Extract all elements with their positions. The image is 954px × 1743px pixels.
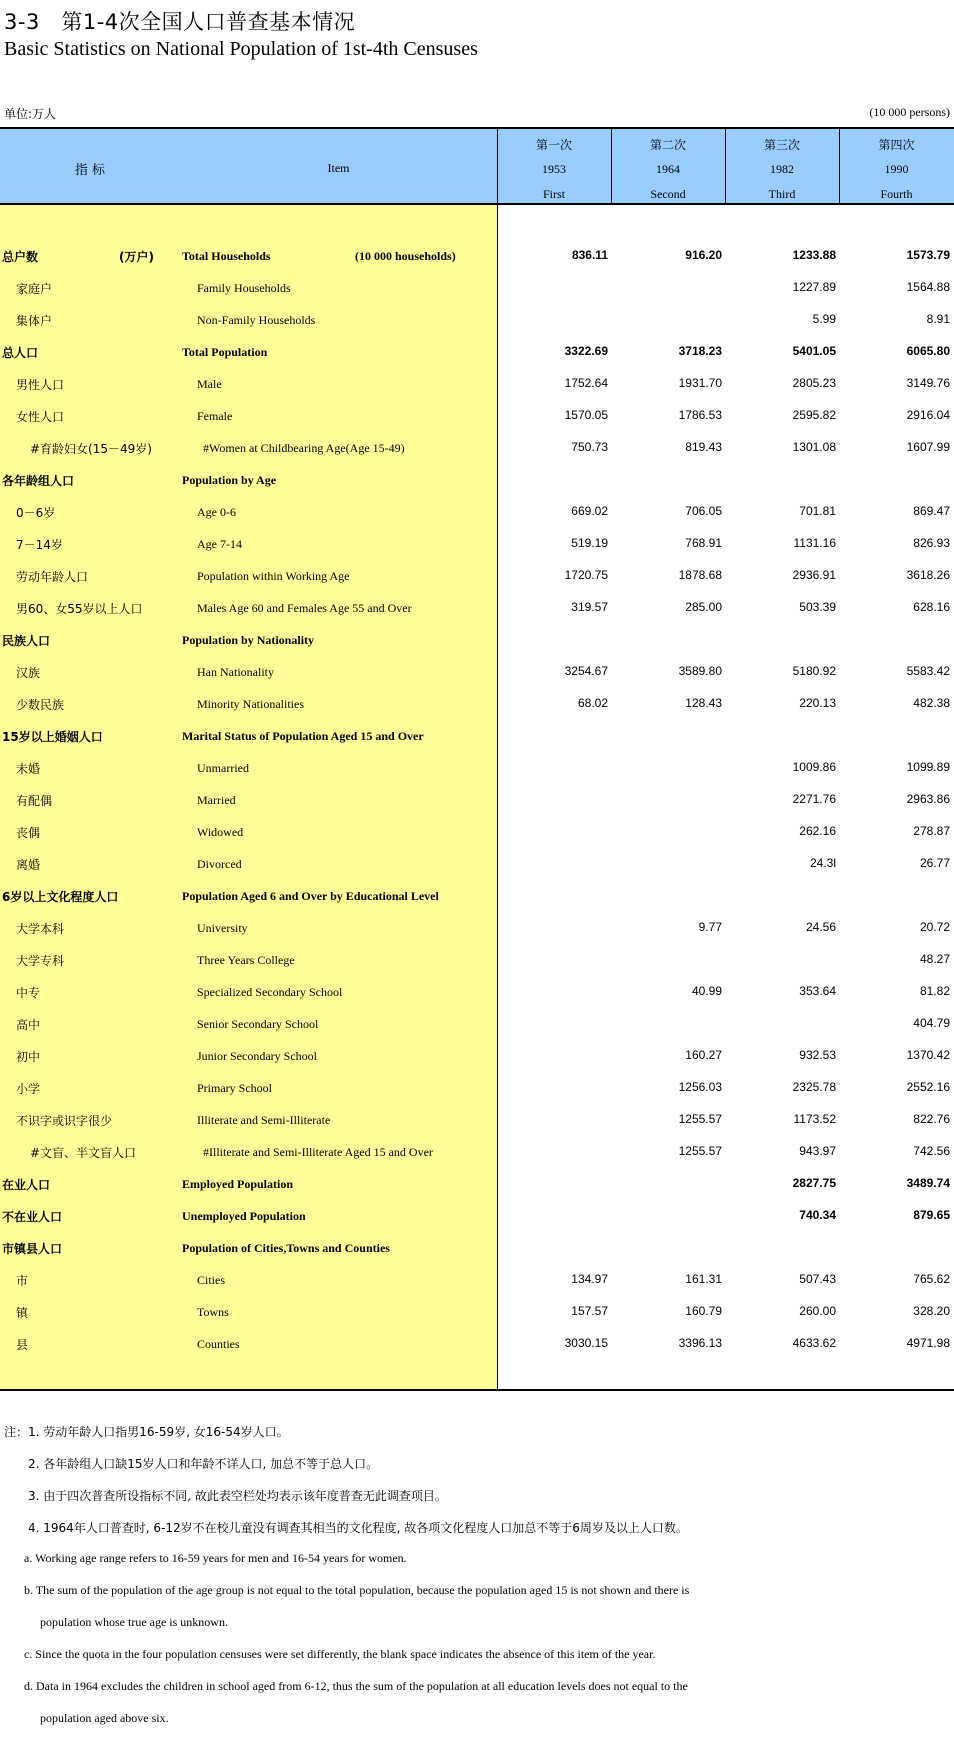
row-value-third: 2805.23 [792, 376, 836, 390]
table-row [0, 367, 954, 399]
row-value-fourth: 2552.16 [906, 1080, 950, 1094]
row-label-cn: 少数民族 [16, 698, 65, 712]
table-row [0, 751, 954, 783]
row-value-third: 2936.91 [792, 568, 836, 582]
row-label-en: Married [197, 793, 236, 807]
row-label-en: Total Population [182, 345, 268, 359]
row-value-fourth: 3149.76 [906, 376, 950, 390]
row-value-first: 157.57 [571, 1304, 608, 1318]
row-value-third: 1301.08 [792, 440, 836, 454]
divider-line [839, 127, 840, 205]
row-label-en: Cities [197, 1273, 226, 1287]
row-value-third: 220.13 [799, 696, 836, 710]
row-label-en: #Women at Childbearing Age(Age 15-49) [203, 441, 405, 455]
row-value-third: 260.00 [799, 1304, 836, 1318]
table-row [0, 559, 954, 591]
row-label-en: Non-Family Households [197, 313, 316, 327]
notes-prefix: 注： [4, 1425, 29, 1439]
row-label-en: Minority Nationalities [197, 697, 304, 711]
row-value-fourth: 6065.80 [906, 344, 950, 358]
row-value-third: 2595.82 [792, 408, 836, 422]
page-title-cn [4, 6, 355, 36]
row-value-second: 1878.68 [678, 568, 722, 582]
page-title-en: Basic Statistics on National Population of 1st-4th Censuses [4, 38, 478, 60]
row-value-second: 3396.13 [678, 1336, 722, 1350]
note-cn: 2. 各年龄组人口缺15岁人口和年龄不详人口, 加总不等于总人口。 [28, 1457, 379, 1471]
row-label-en: Han Nationality [197, 665, 274, 679]
table-row [0, 655, 954, 687]
row-value-second: 160.27 [685, 1048, 722, 1062]
row-value-third: 1173.52 [793, 1112, 836, 1126]
row-value-fourth: 765.62 [913, 1272, 950, 1286]
table-row [0, 303, 954, 335]
row-label-cn: 市 [16, 1274, 29, 1288]
row-label-cn: 各年龄组人口 [2, 474, 75, 488]
header-col-en: Third [768, 187, 796, 201]
header-col-cn: 第三次 [763, 138, 800, 152]
row-value-third: 2271.76 [792, 792, 836, 806]
table-row [0, 399, 954, 431]
row-label-cn: 初中 [16, 1050, 41, 1064]
row-label-en: #Illiterate and Semi-Illiterate Aged 15 and Over [203, 1145, 433, 1159]
row-label-en: Female [197, 409, 233, 423]
row-label-cn: 丧偶 [16, 826, 41, 840]
row-value-fourth: 2916.04 [906, 408, 950, 422]
row-value-first: 1570.05 [564, 408, 608, 422]
row-value-fourth: 1099.89 [906, 760, 950, 774]
divider-line [611, 127, 612, 205]
table-row [0, 431, 954, 463]
header-col-first [497, 129, 611, 205]
header-col-year: 1990 [884, 162, 909, 176]
row-value-fourth: 869.47 [913, 504, 950, 518]
row-value-second: 1255.57 [678, 1112, 722, 1126]
row-value-fourth: 822.76 [913, 1112, 950, 1126]
row-label-cn: 总人口 [2, 346, 39, 360]
row-value-first: 519.19 [571, 536, 608, 550]
table-row [0, 975, 954, 1007]
row-value-fourth: 742.56 [913, 1144, 950, 1158]
header-col-en: Fourth [880, 187, 913, 201]
header-col-en: Second [650, 187, 686, 201]
row-label-en: Senior Secondary School [197, 1017, 319, 1031]
row-value-fourth: 3489.74 [906, 1176, 950, 1190]
table-row [0, 719, 954, 751]
note-en: d. Data in 1964 excludes the children in school aged from 6-12, thus the sum of the population at all education levels does not equal to the [24, 1679, 688, 1693]
row-value-first: 3030.15 [564, 1336, 608, 1350]
row-value-third: 1233.88 [792, 248, 836, 262]
row-label-en: University [197, 921, 248, 935]
row-value-fourth: 826.93 [913, 536, 950, 550]
row-value-third: 1227.89 [792, 280, 836, 294]
table-body [0, 239, 954, 1359]
row-label-cn: 男60、女55岁以上人口 [16, 602, 143, 616]
note-en: population aged above six. [40, 1711, 169, 1725]
row-value-first: 1752.64 [564, 376, 608, 390]
row-value-second: 1931.70 [678, 376, 722, 390]
row-value-third: 740.34 [799, 1208, 836, 1222]
row-value-second: 9.77 [698, 920, 722, 934]
row-label-cn: 0－6岁 [16, 506, 56, 520]
row-value-fourth: 2963.86 [906, 792, 950, 806]
note-en: c. Since the quota in the four population censuses were set differently, the blank space indicates the absence of this item of the year. [24, 1647, 656, 1661]
row-label-cn: #育龄妇女(15－49岁) [30, 442, 152, 456]
row-label-cn: 7－14岁 [16, 538, 63, 552]
table-row [0, 847, 954, 879]
row-label-en: Family Households [197, 281, 291, 295]
row-value-third: 24.3l [809, 856, 836, 870]
row-value-third: 2827.75 [792, 1176, 836, 1190]
row-label-en: Males Age 60 and Females Age 55 and Over [197, 601, 412, 615]
row-label-cn: 中专 [16, 986, 41, 1000]
row-value-fourth: 3618.26 [906, 568, 950, 582]
row-label-en: Population within Working Age [197, 569, 350, 583]
header-col-year: 1953 [542, 162, 566, 176]
row-value-fourth: 26.77 [919, 856, 950, 870]
row-label-cn: 家庭户 [16, 282, 53, 296]
row-label-en: Divorced [197, 857, 242, 871]
unit-label-en: (10 000 persons) [869, 105, 950, 119]
row-value-second: 160.79 [685, 1304, 722, 1318]
row-value-second: 128.43 [685, 696, 722, 710]
header-col-cn: 第四次 [878, 138, 915, 152]
row-label-en: Three Years College [197, 953, 295, 967]
row-label-en: Male [197, 377, 222, 391]
row-label-cn: 有配偶 [16, 794, 53, 808]
row-value-third: 1009.86 [792, 760, 836, 774]
row-value-fourth: 278.87 [913, 824, 950, 838]
row-value-fourth: 4971.98 [906, 1336, 950, 1350]
row-label-cn: 大学专科 [16, 954, 65, 968]
table-row [0, 623, 954, 655]
row-label-cn: 总户数 [2, 250, 39, 264]
row-value-fourth: 1564.88 [906, 280, 950, 294]
row-value-first: 750.73 [571, 440, 608, 454]
row-value-fourth: 1607.99 [906, 440, 950, 454]
row-label-en: Marital Status of Population Aged 15 and Over [182, 729, 424, 743]
table-row [0, 335, 954, 367]
table-row [0, 1039, 954, 1071]
table-row [0, 1071, 954, 1103]
row-label-cn: 男性人口 [16, 378, 65, 392]
row-value-second: 40.99 [691, 984, 722, 998]
divider-line [725, 127, 726, 205]
table-row [0, 1167, 954, 1199]
row-value-third: 24.56 [805, 920, 836, 934]
row-label-en: Widowed [197, 825, 244, 839]
row-label-en: Junior Secondary School [197, 1049, 317, 1063]
table-row [0, 815, 954, 847]
row-value-second: 1786.53 [678, 408, 722, 422]
row-label-en: Population of Cities,Towns and Counties [182, 1241, 390, 1255]
row-value-fourth: 5583.42 [906, 664, 950, 678]
row-value-third: 5180.92 [792, 664, 836, 678]
row-label-en: Population by Age [182, 473, 277, 487]
header-col-second [611, 129, 725, 205]
row-label-en: Specialized Secondary School [197, 985, 343, 999]
row-value-third: 503.39 [799, 600, 836, 614]
row-label-en: Counties [197, 1337, 240, 1351]
table-row [0, 1135, 954, 1167]
table-row [0, 911, 954, 943]
table-bottom-rule [0, 1389, 954, 1391]
row-label-cn: 不识字或识字很少 [16, 1114, 113, 1128]
row-label-cn: 劳动年龄人口 [16, 570, 89, 584]
table-header [0, 127, 954, 205]
unit-label-cn: 单位:万人 [4, 107, 57, 121]
table-row [0, 1199, 954, 1231]
row-label-cn: 离婚 [16, 858, 41, 872]
row-value-second: 706.05 [685, 504, 722, 518]
row-value-fourth: 879.65 [913, 1208, 950, 1222]
row-label-cn: 在业人口 [2, 1178, 51, 1192]
row-value-third: 5.99 [812, 312, 836, 326]
table-row [0, 495, 954, 527]
row-label-en: Age 0-6 [197, 505, 236, 519]
row-value-fourth: 48.27 [919, 952, 950, 966]
row-unit-cn: (万户) [119, 250, 154, 264]
row-value-first: 134.97 [571, 1272, 608, 1286]
row-label-cn: 小学 [16, 1082, 41, 1096]
note-en: a. Working age range refers to 16-59 years for men and 16-54 years for women. [24, 1551, 407, 1565]
row-label-cn: 女性人口 [16, 410, 65, 424]
row-label-cn: 6岁以上文化程度人口 [2, 890, 119, 904]
table-row [0, 239, 954, 271]
header-indicator-cn: 指 标 [74, 163, 106, 178]
row-value-fourth: 81.82 [919, 984, 950, 998]
row-value-third: 5401.05 [792, 344, 836, 358]
row-label-cn: 民族人口 [2, 634, 51, 648]
table-row [0, 1327, 954, 1359]
row-value-second: 1255.57 [678, 1144, 722, 1158]
table-row [0, 463, 954, 495]
row-value-first: 836.11 [571, 248, 608, 262]
row-label-cn: #文盲、半文盲人口 [30, 1146, 137, 1160]
row-label-cn: 不在业人口 [2, 1210, 63, 1224]
row-value-first: 1720.75 [564, 568, 608, 582]
row-value-third: 4633.62 [792, 1336, 836, 1350]
row-value-third: 932.53 [799, 1048, 836, 1062]
row-value-third: 353.64 [799, 984, 836, 998]
header-col-year: 1964 [656, 162, 680, 176]
row-value-fourth: 404.79 [913, 1016, 950, 1030]
row-value-first: 3254.67 [564, 664, 608, 678]
note-en: b. The sum of the population of the age group is not equal to the total population, because the population aged 15 is not shown and there is [24, 1583, 690, 1597]
row-value-third: 2325.78 [792, 1080, 836, 1094]
row-label-cn: 镇 [16, 1306, 29, 1320]
row-value-fourth: 628.16 [913, 600, 950, 614]
row-value-second: 3589.80 [678, 664, 722, 678]
table-row [0, 687, 954, 719]
row-value-fourth: 482.38 [913, 696, 950, 710]
table-row [0, 1231, 954, 1263]
row-label-en: Employed Population [182, 1177, 294, 1191]
note-cn: 3. 由于四次普查所设指标不同, 故此表空栏处均表示该年度普查无此调查项目。 [28, 1489, 447, 1503]
row-value-second: 819.43 [685, 440, 722, 454]
row-value-second: 916.20 [685, 248, 722, 262]
row-value-third: 943.97 [799, 1144, 836, 1158]
row-value-second: 768.91 [685, 536, 722, 550]
row-value-first: 319.57 [571, 600, 608, 614]
row-label-cn: 集体户 [16, 314, 53, 328]
table-row [0, 943, 954, 975]
row-label-en: Total Households [182, 249, 271, 263]
row-value-fourth: 328.20 [913, 1304, 950, 1318]
row-value-fourth: 20.72 [919, 920, 950, 934]
row-label-en: Towns [197, 1305, 229, 1319]
note-cn: 1. 劳动年龄人口指男16-59岁, 女16-54岁人口。 [28, 1425, 289, 1439]
table-row [0, 527, 954, 559]
row-label-cn: 15岁以上婚姻人口 [2, 730, 103, 744]
row-label-cn: 大学本科 [16, 922, 65, 936]
row-value-second: 3718.23 [678, 344, 722, 358]
row-label-cn: 未婚 [16, 762, 41, 776]
row-value-second: 161.31 [685, 1272, 722, 1286]
table-row [0, 783, 954, 815]
table-number: 3-3 [4, 10, 40, 34]
row-label-cn: 汉族 [16, 666, 41, 680]
table-row [0, 1295, 954, 1327]
row-label-en: Unmarried [197, 761, 249, 775]
row-unit-en: (10 000 households) [355, 249, 456, 263]
header-col-third [725, 129, 839, 205]
header-col-fourth [839, 129, 954, 205]
header-col-en: First [542, 187, 565, 201]
row-value-third: 262.16 [799, 824, 836, 838]
header-col-year: 1982 [770, 162, 794, 176]
row-value-fourth: 8.91 [926, 312, 950, 326]
row-value-first: 3322.69 [564, 344, 608, 358]
row-value-third: 701.81 [799, 504, 836, 518]
note-cn: 4. 1964年人口普查时, 6-12岁不在校儿童没有调查其相当的文化程度, 故各项文化程度人口加总不等于6周岁及以上人口数。 [28, 1521, 688, 1535]
row-label-en: Age 7-14 [197, 537, 242, 551]
row-label-cn: 高中 [16, 1018, 41, 1032]
row-label-cn: 县 [16, 1338, 29, 1352]
row-value-third: 1131.16 [793, 536, 836, 550]
row-label-en: Population by Nationality [182, 633, 315, 647]
table-row [0, 1103, 954, 1135]
table-row [0, 591, 954, 623]
row-label-en: Population Aged 6 and Over by Educational Level [182, 889, 439, 903]
header-col-cn: 第二次 [649, 138, 686, 152]
census-table [0, 127, 954, 1390]
title-cn-text: 第1-4次全国人口普查基本情况 [61, 10, 356, 34]
row-label-en: Unemployed Population [182, 1209, 306, 1223]
row-label-en: Illiterate and Semi-Illiterate [197, 1113, 331, 1127]
row-value-first: 68.02 [577, 696, 608, 710]
row-value-second: 285.00 [685, 600, 722, 614]
header-col-cn: 第一次 [535, 138, 572, 152]
table-row [0, 879, 954, 911]
row-label-cn: 市镇县人口 [2, 1242, 63, 1256]
table-row [0, 1007, 954, 1039]
row-value-second: 1256.03 [678, 1080, 722, 1094]
row-value-fourth: 1573.79 [906, 248, 950, 262]
row-value-first: 669.02 [571, 504, 608, 518]
table-row [0, 1263, 954, 1295]
note-en: population whose true age is unknown. [40, 1615, 228, 1629]
row-value-fourth: 1370.42 [906, 1048, 950, 1062]
header-item-en: Item [327, 161, 350, 175]
row-label-en: Primary School [197, 1081, 272, 1095]
table-row [0, 271, 954, 303]
row-value-third: 507.43 [799, 1272, 836, 1286]
